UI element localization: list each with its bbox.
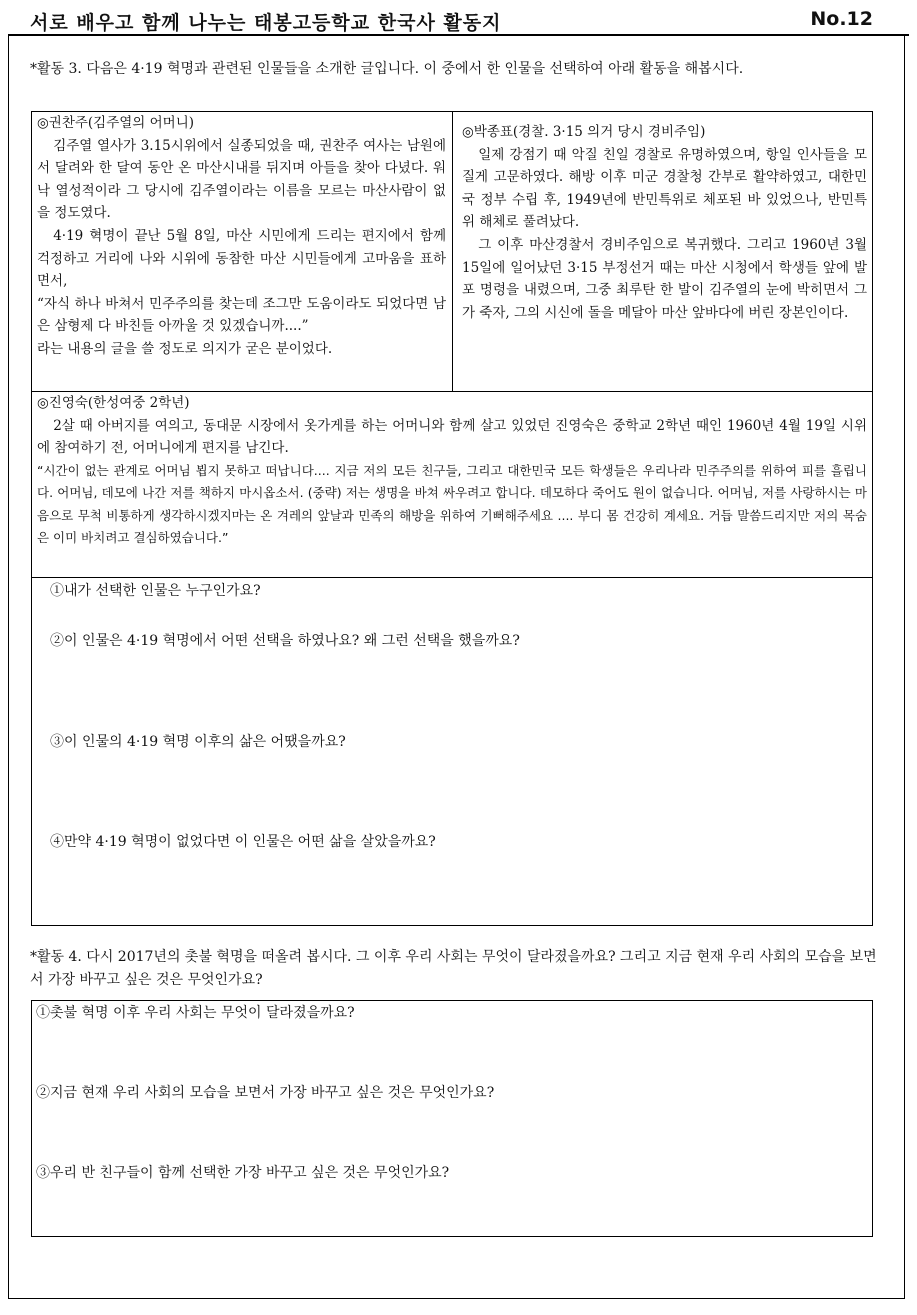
worksheet-number: No.12 bbox=[810, 8, 873, 30]
activity4-intro: *활동 4. 다시 2017년의 촛불 혁명을 떠올려 봅시다. 그 이후 우리 사회는 무엇이 달라졌을까요? 그리고 지금 현재 우리 사회의 모습을 보면서 가장 바꾸고 싶은 것은 무엇인가요? bbox=[30, 949, 877, 988]
person-paragraph: 그 이후 마산경찰서 경비주임으로 복귀했다. 그리고 1960년 3월 15일에 일어났던 3·15 부정선거 때는 마산 시청에서 학생들 앞에 발포 명령을 내렸으며, 그중 최루탄 한 발이 김주열의 눈에 박히면서 그가 죽자, 그의 시신에 돌을 메달아 마산 앞바다에 버린 장본인이다. bbox=[462, 236, 867, 321]
person-quote: “자식 하나 바쳐서 민주주의를 찾는데 조그만 도움이라도 되었다면 남은 삼형제 다 바친들 아까울 것 있겠습니까....” bbox=[37, 295, 446, 335]
person-name: ◎권찬주(김주열의 어머니) bbox=[37, 115, 195, 131]
activity3-intro: *활동 3. 다음은 4·19 혁명과 관련된 인물들을 소개한 글입니다. 이 중에서 한 인물을 선택하여 아래 활동을 해봅시다. bbox=[30, 61, 744, 77]
person-paragraph: 김주열 열사가 3.15시위에서 실종되었을 때, 권찬주 여사는 남원에서 달려와 한 달여 동안 온 마산시내를 뒤지며 아들을 찾아 다녔다. 워낙 열성적이라 그 당시에 김주열이라는 이름을 모르는 마산사람이 없을 정도였다. bbox=[37, 137, 446, 222]
table-row-divider-2 bbox=[31, 577, 873, 578]
activity3-question-4: ④만약 4·19 혁명이 없었다면 이 인물은 어떤 삶을 살았을까요? bbox=[50, 834, 436, 850]
activity4-box bbox=[31, 1000, 873, 1237]
person-paragraph: 4·19 혁명이 끝난 5월 8일, 마산 시민에게 드리는 편지에서 함께 걱정하고 거리에 나와 시위에 동참한 마산 시민들에게 고마움을 표하면서, bbox=[37, 227, 446, 290]
person-paragraph: 일제 강점기 때 악질 친일 경찰로 유명하였으며, 항일 인사들을 모질게 고문하였다. 해방 이후 미군 경찰청 간부로 활약하였고, 대한민국 정부 수립 후, 1949년에 반민특위로 체포된 바 있었으나, 반민특위 해체로 풀려났다. bbox=[462, 146, 867, 231]
person-card-park bbox=[452, 111, 873, 391]
activity3-question-2: ②이 인물은 4·19 혁명에서 어떤 선택을 하였나요? 왜 그런 선택을 했을까요? bbox=[50, 633, 520, 649]
activity3-question-3: ③이 인물의 4·19 혁명 이후의 삶은 어땠을까요? bbox=[50, 734, 346, 750]
person-card-kwon bbox=[31, 111, 452, 391]
person-name: ◎진영숙(한성여중 2학년) bbox=[37, 395, 190, 411]
activity4-question-3: ③우리 반 친구들이 함께 선택한 가장 바꾸고 싶은 것은 무엇인가요? bbox=[36, 1165, 450, 1181]
person-card-jin bbox=[31, 392, 873, 577]
worksheet-title: 서로 배우고 함께 나누는 태봉고등학교 한국사 활동지 bbox=[30, 12, 502, 34]
person-closing: 라는 내용의 글을 쓸 정도로 의지가 굳은 분이었다. bbox=[37, 340, 333, 357]
person-letter: “시간이 없는 관계로 어머님 뵙지 못하고 떠납니다.... 지금 저의 모든 친구들, 그리고 대한민국 모든 학생들은 우리나라 민주주의를 위하여 피를 흘립니다. 어머님, 데모에 나간 저를 책하지 마시옵소서. (중략) 저는 생명을 바쳐 싸우려고 합니다. 데모하다 죽어도 원이 없습니다. 어머님, 저를 사랑하시는 마음으로 무척 비통하게 생각하시겠지마는 온 겨레의 앞날과 민족의 해방을 위하여 기뻐해주세요 .... 부디 몸 건강히 계세요. 거듭 말씀드리지만 저의 목숨은 이미 바치려고 결심하였습니다.” bbox=[37, 462, 867, 546]
person-paragraph: 2살 때 아버지를 여의고, 동대문 시장에서 옷가게를 하는 어머니와 함께 살고 있었던 진영숙은 중학교 2학년 때인 1960년 4월 19일 시위에 참여하기 전, 어머니에게 편지를 남긴다. bbox=[37, 417, 867, 457]
person-name: ◎박종표(경찰. 3·15 의거 당시 경비주임) bbox=[462, 124, 706, 140]
activity4-question-2: ②지금 현재 우리 사회의 모습을 보면서 가장 바꾸고 싶은 것은 무엇인가요? bbox=[36, 1085, 495, 1101]
activity3-question-1: ①내가 선택한 인물은 누구인가요? bbox=[50, 583, 261, 599]
activity4-question-1: ①촛불 혁명 이후 우리 사회는 무엇이 달라졌을까요? bbox=[36, 1005, 355, 1021]
